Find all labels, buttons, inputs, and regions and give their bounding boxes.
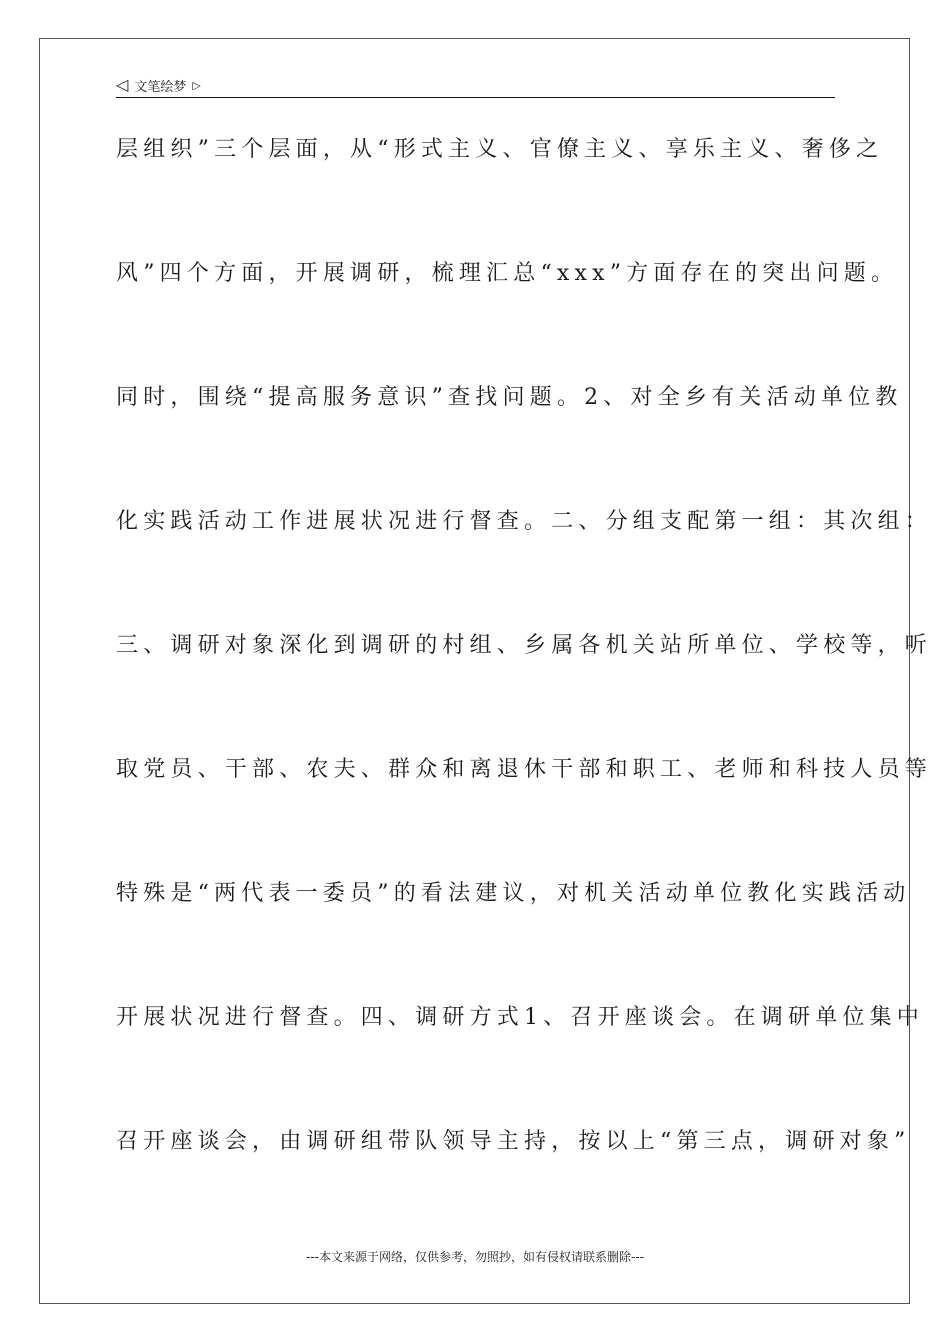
body-line-spacer	[116, 190, 836, 252]
footer-disclaimer: ---本文来源于网络，仅供参考，勿照抄，如有侵权请联系删除---	[306, 1250, 644, 1264]
body-line-8: 开展状况进行督查。四、调研方式1、召开座谈会。在调研单位集中	[116, 1005, 924, 1030]
body-line-1: 层组织”三个层面，从“形式主义、官僚主义、享乐主义、奢侈之	[116, 137, 884, 162]
document-body	[116, 128, 933, 1182]
body-line-spacer	[116, 934, 836, 996]
body-line-7: 特殊是“两代表一委员”的看法建议，对机关活动单位教化实践活动	[116, 881, 911, 906]
body-line-spacer	[116, 810, 836, 872]
page-header	[116, 74, 201, 96]
body-line-5: 三、调研对象深化到调研的村组、乡属各机关站所单位、学校等，听	[116, 633, 933, 658]
body-line-4: 化实践活动工作进展状况进行督查。二、分组支配第一组：其次组：	[116, 509, 933, 534]
body-line-spacer	[116, 314, 836, 376]
header-title: 文笔绘梦	[134, 79, 187, 95]
triangle-left-icon: ◁	[116, 75, 129, 94]
body-line-spacer	[116, 438, 836, 500]
body-line-spacer	[116, 686, 836, 748]
body-line-9: 召开座谈会，由调研组带队领导主持，按以上“第三点，调研对象”	[116, 1129, 911, 1154]
header-rule	[116, 97, 835, 98]
body-line-spacer	[116, 562, 836, 624]
body-line-2: 风”四个方面，开展调研，梳理汇总“xxx”方面存在的突出问题。	[116, 261, 899, 286]
body-line-spacer	[116, 1058, 836, 1120]
body-line-6: 取党员、干部、农夫、群众和离退休干部和职工、老师和科技人员等	[116, 757, 933, 782]
body-line-3: 同时，围绕“提高服务意识”查找问题。2、对全乡有关活动单位教	[116, 385, 903, 410]
triangle-right-icon: ▷	[192, 78, 201, 92]
